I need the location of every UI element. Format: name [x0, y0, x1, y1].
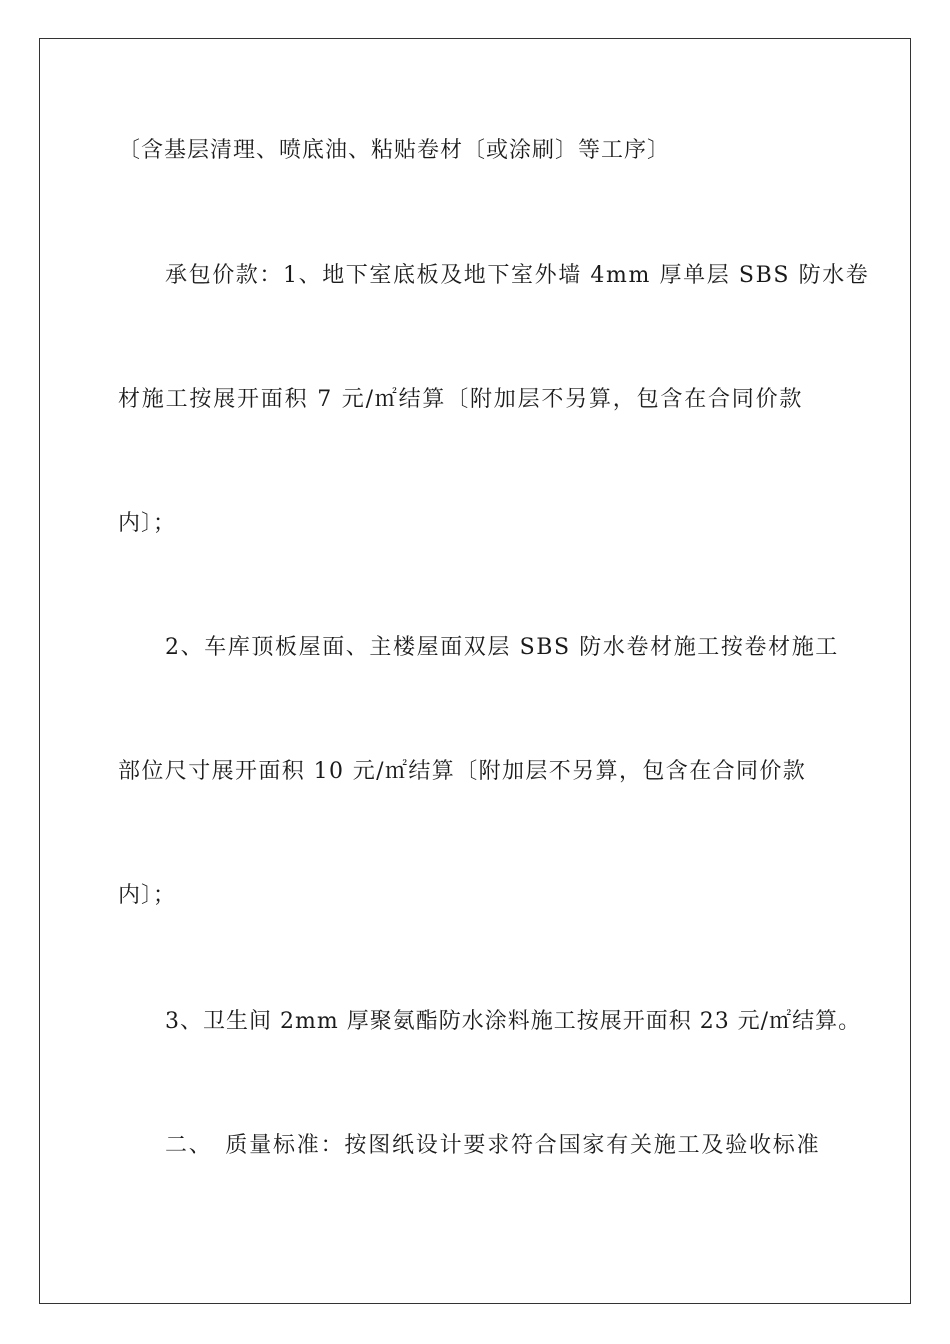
text-line-contract-price-item-2-cont: 部位尺寸展开面积 10 元/㎡结算〔附加层不另算，包含在合同价款 — [118, 759, 807, 784]
text-line-quality-standard: 二、 质量标准：按图纸设计要求符合国家有关施工及验收标准 — [165, 1133, 821, 1158]
text-line-contract-price-item-1-end: 内〕； — [118, 511, 177, 536]
text-line-contract-price-item-2: 2、车库顶板屋面、主楼屋面双层 SBS 防水卷材施工按卷材施工 — [165, 635, 839, 660]
text-line-contract-price-item-3: 3、卫生间 2mm 厚聚氨酯防水涂料施工按展开面积 23 元/㎡结算。 — [165, 1009, 862, 1034]
text-line-contract-price-item-1: 承包价款：1、地下室底板及地下室外墙 4mm 厚单层 SBS 防水卷 — [165, 263, 870, 288]
text-line-contract-price-item-1-cont: 材施工按展开面积 7 元/㎡结算〔附加层不另算，包含在合同价款 — [118, 387, 804, 412]
text-line-scope: 〔含基层清理、喷底油、粘贴卷材〔或涂刷〕等工序〕 — [118, 138, 671, 163]
text-line-contract-price-item-2-end: 内〕； — [118, 883, 177, 908]
page-frame — [39, 38, 911, 1304]
